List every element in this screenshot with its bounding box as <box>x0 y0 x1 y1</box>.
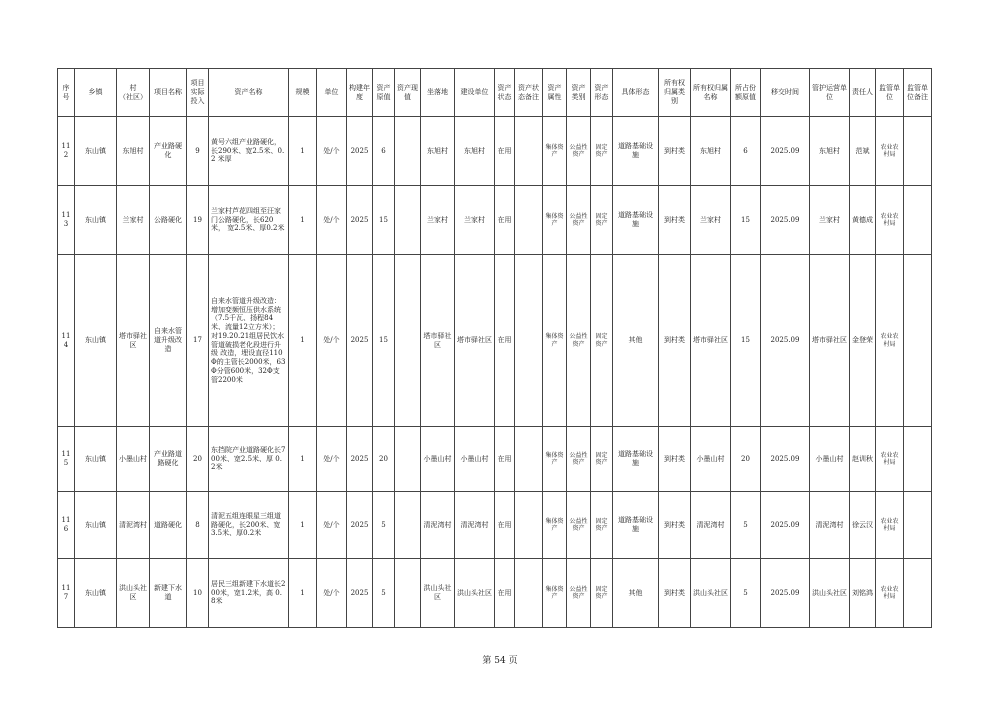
table-cell: 小墨山村 <box>455 427 495 492</box>
table-cell: 2025 <box>347 117 373 186</box>
table-cell: 10 <box>187 559 209 628</box>
table-cell: 5 <box>731 492 761 559</box>
table-cell: 在用 <box>495 117 515 186</box>
table-cell: 洪山头社区 <box>810 559 850 628</box>
table-cell: 固定资产 <box>591 492 613 559</box>
page-number: 第 54 页 <box>482 656 518 666</box>
table-cell: 新建下水道 <box>150 559 187 628</box>
table-cell: 在用 <box>495 559 515 628</box>
table-cell: 小墨山村 <box>691 427 731 492</box>
table-cell: 1 <box>289 117 317 186</box>
column-header: 规模 <box>289 69 317 117</box>
table-cell: 处/个 <box>317 117 347 186</box>
table-cell: 赵训秋 <box>850 427 876 492</box>
table-cell: 兰家村芦花四组至汪家门公路硬化，长620米， 宽2.5米、厚0.2米 <box>209 186 289 255</box>
column-header: 资产类别 <box>567 69 591 117</box>
table-cell <box>904 559 932 628</box>
table-cell: 2025.09 <box>761 559 810 628</box>
table-cell: 兰家村 <box>810 186 850 255</box>
column-header: 资产现值 <box>395 69 421 117</box>
table-cell: 金登荣 <box>850 255 876 427</box>
table-cell <box>904 117 932 186</box>
table-cell: 5 <box>373 559 395 628</box>
table-header-row <box>58 69 932 117</box>
table-cell: 2025.09 <box>761 117 810 186</box>
table-cell: 洪山头社区 <box>455 559 495 628</box>
table-cell: 农业农村局 <box>876 427 904 492</box>
table-cell: 在用 <box>495 427 515 492</box>
column-header: 监管单位备注 <box>904 69 932 117</box>
table-cell: 1 <box>289 186 317 255</box>
table-cell: 道路基础设施 <box>613 427 659 492</box>
table-cell: 其他 <box>613 255 659 427</box>
table-cell: 兰家村 <box>691 186 731 255</box>
table-cell: 固定资产 <box>591 427 613 492</box>
table-cell: 20 <box>187 427 209 492</box>
table-row <box>58 559 932 628</box>
table-cell: 塔市驿社区 <box>421 255 455 427</box>
table-cell: 112 <box>58 117 75 186</box>
table-cell: 东山镇 <box>75 186 117 255</box>
table-cell: 农业农村局 <box>876 559 904 628</box>
table-cell: 17 <box>187 255 209 427</box>
table-cell: 东山镇 <box>75 492 117 559</box>
table-cell <box>395 186 421 255</box>
table-row <box>58 255 932 427</box>
table-cell: 农业农村局 <box>876 186 904 255</box>
table-cell: 固定资产 <box>591 117 613 186</box>
table-cell: 产业路硬化 <box>150 117 187 186</box>
table-cell: 116 <box>58 492 75 559</box>
column-header: 所占份额原值 <box>731 69 761 117</box>
table-cell: 处/个 <box>317 186 347 255</box>
table-cell <box>395 117 421 186</box>
table-cell: 刘铭鸿 <box>850 559 876 628</box>
table-cell: 20 <box>731 427 761 492</box>
table-cell: 15 <box>731 255 761 427</box>
table-cell: 19 <box>187 186 209 255</box>
table-cell: 2025 <box>347 427 373 492</box>
table-cell: 道路硬化 <box>150 492 187 559</box>
column-header: 资产属性 <box>543 69 567 117</box>
column-header: 所有权归属名称 <box>691 69 731 117</box>
table-cell: 清泥五组连眼星三组道路硬化，长200米、宽 3.5米、厚0.2米 <box>209 492 289 559</box>
table-cell: 产业路道路硬化 <box>150 427 187 492</box>
table-cell: 公益性资产 <box>567 186 591 255</box>
table-cell: 清泥湾村 <box>421 492 455 559</box>
table-cell: 20 <box>373 427 395 492</box>
table-cell: 2025 <box>347 186 373 255</box>
table-cell: 塔市驿社区 <box>691 255 731 427</box>
table-cell: 处/个 <box>317 559 347 628</box>
table-cell: 5 <box>731 559 761 628</box>
table-cell: 徐云汉 <box>850 492 876 559</box>
column-header: 构建年度 <box>347 69 373 117</box>
table-cell: 1 <box>289 427 317 492</box>
table-cell: 2025.09 <box>761 186 810 255</box>
table-cell: 自来水管道升级改造 <box>150 255 187 427</box>
table-cell: 公益性资产 <box>567 492 591 559</box>
table-cell: 东旭村 <box>421 117 455 186</box>
table-cell: 小墨山村 <box>810 427 850 492</box>
table-cell <box>904 255 932 427</box>
table-cell: 到村类 <box>659 255 691 427</box>
column-header: 监管单位 <box>876 69 904 117</box>
table-cell: 1 <box>289 559 317 628</box>
table-cell: 集体资产 <box>543 117 567 186</box>
table-cell: 117 <box>58 559 75 628</box>
table-cell: 集体资产 <box>543 255 567 427</box>
table-cell: 居民三组新建下水道长200米，宽1.2米，高 0.8米 <box>209 559 289 628</box>
column-header: 责任人 <box>850 69 876 117</box>
table-cell: 集体资产 <box>543 186 567 255</box>
table-cell: 塔市驿社区 <box>455 255 495 427</box>
table-row <box>58 117 932 186</box>
column-header: 单位 <box>317 69 347 117</box>
table-cell: 农业农村局 <box>876 492 904 559</box>
table-cell: 1 <box>289 492 317 559</box>
table-cell: 115 <box>58 427 75 492</box>
table-cell: 处/个 <box>317 427 347 492</box>
table-cell: 范斌 <box>850 117 876 186</box>
table-cell: 2025.09 <box>761 492 810 559</box>
table-cell: 其他 <box>613 559 659 628</box>
table-cell: 东旭村 <box>455 117 495 186</box>
table-cell <box>904 186 932 255</box>
table-cell: 到村类 <box>659 186 691 255</box>
table-cell: 9 <box>187 117 209 186</box>
table-cell: 到村类 <box>659 117 691 186</box>
table-cell: 在用 <box>495 492 515 559</box>
table-cell <box>395 492 421 559</box>
table-cell: 道路基础设施 <box>613 186 659 255</box>
table-cell: 固定资产 <box>591 255 613 427</box>
table-cell <box>904 427 932 492</box>
column-header: 项目名称 <box>150 69 187 117</box>
table-cell: 2025 <box>347 492 373 559</box>
table-cell: 黄号六组产业路硬化，长290米、宽2.5米、0.2 米厚 <box>209 117 289 186</box>
table-cell: 8 <box>187 492 209 559</box>
table-cell: 公益性资产 <box>567 117 591 186</box>
table-cell: 东山镇 <box>75 255 117 427</box>
table-cell: 东旭村 <box>691 117 731 186</box>
column-header: 移交时间 <box>761 69 810 117</box>
table-cell: 洪山头社区 <box>117 559 150 628</box>
table-cell: 集体资产 <box>543 427 567 492</box>
table-cell <box>515 559 543 628</box>
table-cell: 到村类 <box>659 559 691 628</box>
column-header: 资产状态备注 <box>515 69 543 117</box>
table-cell: 小墨山村 <box>117 427 150 492</box>
table-cell <box>395 427 421 492</box>
table-cell: 兰家村 <box>421 186 455 255</box>
table-cell: 东旭村 <box>810 117 850 186</box>
table-cell: 兰家村 <box>117 186 150 255</box>
table-cell: 公益性资产 <box>567 559 591 628</box>
table-cell: 到村类 <box>659 492 691 559</box>
table-cell: 兰家村 <box>455 186 495 255</box>
table-cell: 1 <box>289 255 317 427</box>
table-cell: 洪山头社区 <box>691 559 731 628</box>
table-cell: 东山镇 <box>75 559 117 628</box>
table-cell: 道路基础设施 <box>613 117 659 186</box>
column-header: 项目实际投入 <box>187 69 209 117</box>
table-cell: 15 <box>373 186 395 255</box>
table-cell: 114 <box>58 255 75 427</box>
column-header: 村 （社区） <box>117 69 150 117</box>
table-cell: 113 <box>58 186 75 255</box>
table-cell: 处/个 <box>317 255 347 427</box>
table-cell <box>515 117 543 186</box>
table-cell: 15 <box>731 186 761 255</box>
table-cell <box>395 559 421 628</box>
table-cell: 东山镇 <box>75 427 117 492</box>
column-header: 管护运营单位 <box>810 69 850 117</box>
asset-table <box>57 68 932 628</box>
table-cell: 15 <box>373 255 395 427</box>
table-row <box>58 427 932 492</box>
table-cell: 固定资产 <box>591 186 613 255</box>
column-header: 乡镇 <box>75 69 117 117</box>
table-cell: 清泥湾村 <box>455 492 495 559</box>
table-cell: 农业农村局 <box>876 117 904 186</box>
table-cell: 在用 <box>495 255 515 427</box>
table-cell: 公益性资产 <box>567 255 591 427</box>
column-header: 坐落地 <box>421 69 455 117</box>
column-header: 所有权归属类别 <box>659 69 691 117</box>
table-body <box>58 117 932 628</box>
table-cell: 黄德成 <box>850 186 876 255</box>
table-cell: 5 <box>373 492 395 559</box>
table-row <box>58 492 932 559</box>
table-cell: 6 <box>731 117 761 186</box>
table-cell: 固定资产 <box>591 559 613 628</box>
table-cell: 自来水管道升级改造：增加变频恒压供水系统（7.5千瓦、扬程84米、流量12立方米）；对19.20.21组居民饮水管道破损老化段进行升级 改造，埋设直径110Φ的主管长2000米，63Φ分管600米，32Φ支管2200米 <box>209 255 289 427</box>
table-cell: 公益性资产 <box>567 427 591 492</box>
table-cell: 东旭村 <box>117 117 150 186</box>
table-cell: 道路基础设施 <box>613 492 659 559</box>
table-cell <box>515 255 543 427</box>
table-cell: 东挡院产业道路硬化长700米、宽2.5米、厚 0.2米 <box>209 427 289 492</box>
table-cell: 清泥湾村 <box>810 492 850 559</box>
column-header: 资产状态 <box>495 69 515 117</box>
table-cell: 2025 <box>347 559 373 628</box>
table-cell <box>904 492 932 559</box>
column-header: 资产原值 <box>373 69 395 117</box>
column-header: 具体形态 <box>613 69 659 117</box>
column-header: 资产名称 <box>209 69 289 117</box>
table-cell: 2025 <box>347 255 373 427</box>
table-cell: 6 <box>373 117 395 186</box>
table-cell: 到村类 <box>659 427 691 492</box>
table-cell: 小墨山村 <box>421 427 455 492</box>
table-cell: 塔市驿社区 <box>117 255 150 427</box>
table-cell: 公路硬化 <box>150 186 187 255</box>
table-cell: 清泥湾村 <box>117 492 150 559</box>
table-cell: 集体资产 <box>543 559 567 628</box>
table-row <box>58 186 932 255</box>
table-cell: 洪山头社区 <box>421 559 455 628</box>
table-cell: 塔市驿社区 <box>810 255 850 427</box>
column-header: 建设单位 <box>455 69 495 117</box>
column-header: 序号 <box>58 69 75 117</box>
table-cell <box>515 427 543 492</box>
table-cell: 东山镇 <box>75 117 117 186</box>
table-cell: 集体资产 <box>543 492 567 559</box>
table-cell <box>515 492 543 559</box>
column-header: 资产形态 <box>591 69 613 117</box>
table-cell: 2025.09 <box>761 427 810 492</box>
table-cell: 清泥湾村 <box>691 492 731 559</box>
table-cell: 在用 <box>495 186 515 255</box>
table-cell: 处/个 <box>317 492 347 559</box>
table-cell <box>515 186 543 255</box>
table-cell: 农业农村局 <box>876 255 904 427</box>
table-cell <box>395 255 421 427</box>
table-cell: 2025.09 <box>761 255 810 427</box>
